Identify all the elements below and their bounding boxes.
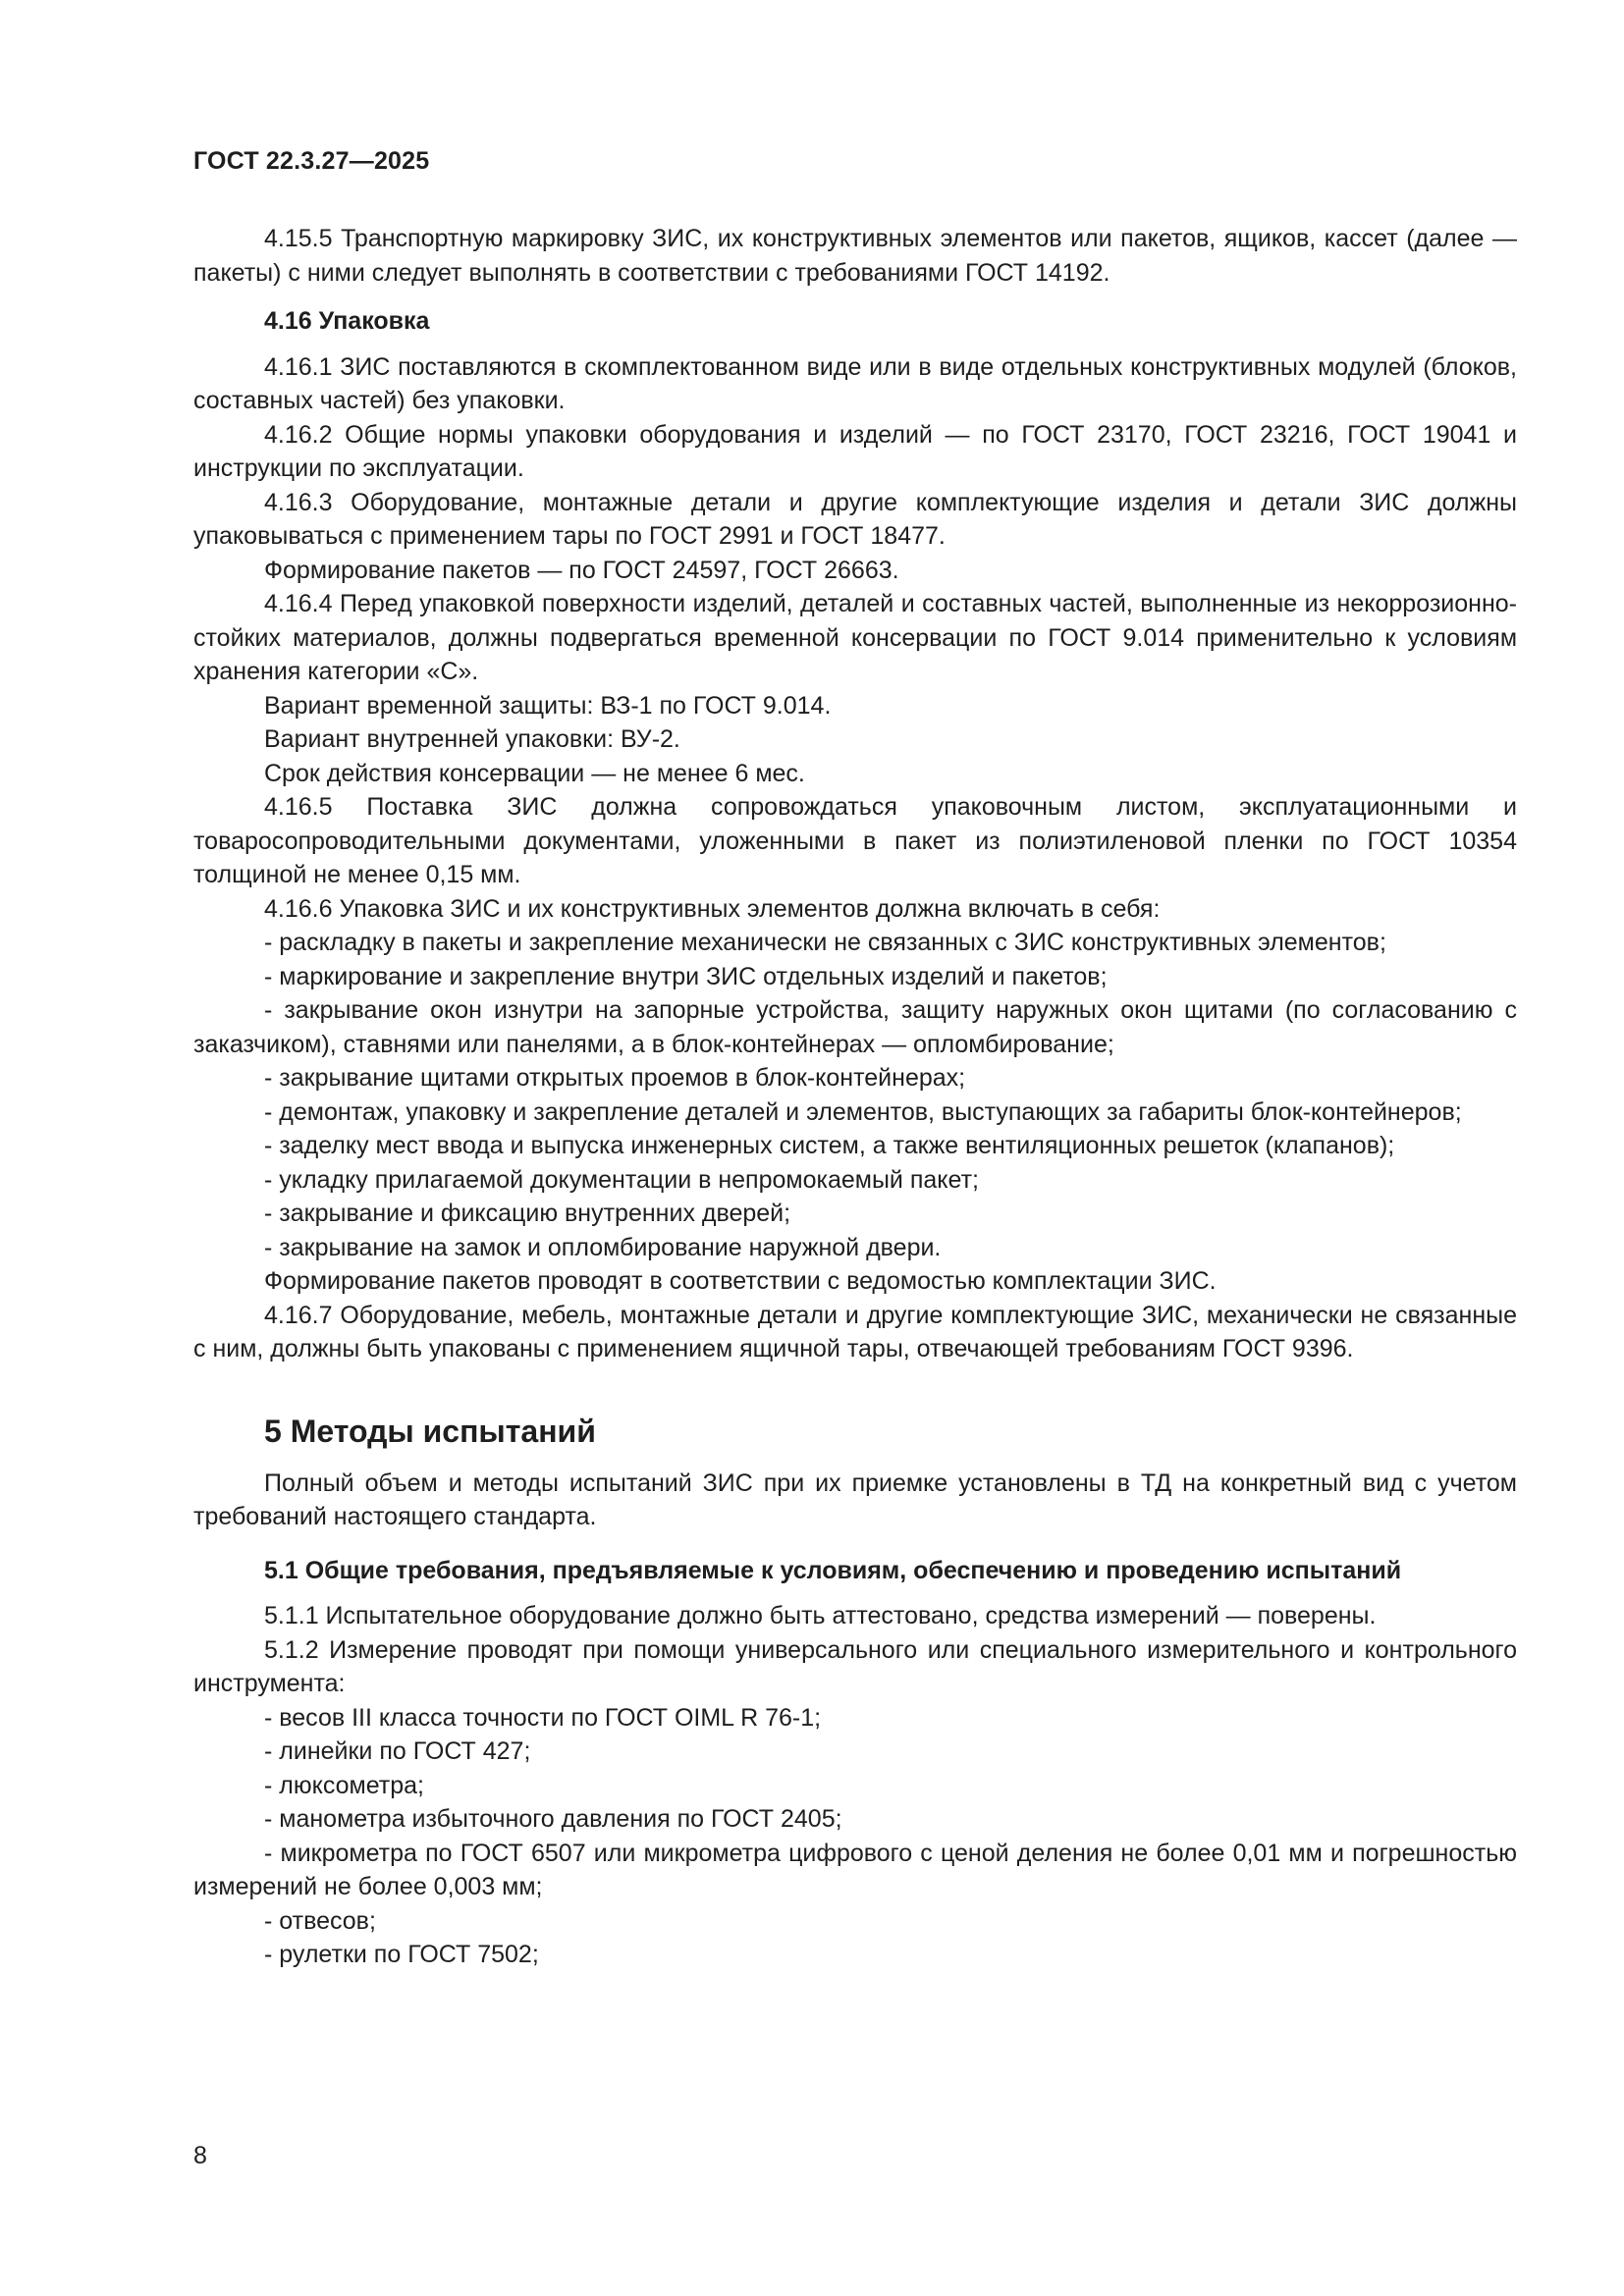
heading-5-1: 5.1 Общие требования, предъявляемые к условиям, обеспечению и проведению испытаний [264, 1556, 1402, 1584]
paragraph-4-16-6: 4.16.6 Упаковка ЗИС и их конструктивных элементов должна включать в себя: [264, 894, 1161, 923]
list-item: - маркирование и закрепление внутри ЗИС отдельных изделий и пакетов; [264, 962, 1108, 990]
paragraph: Вариант временной защиты: ВЗ-1 по ГОСТ 9.014. [264, 691, 832, 720]
paragraph-5-1-1: 5.1.1 Испытательное оборудование должно быть аттестовано, средства измерений — поверены. [264, 1602, 1377, 1629]
list-item: - люксометра; [264, 1771, 424, 1799]
paragraph: Полный объем и методы испытаний ЗИС при их приемке установлены в ТД на конкретный вид с учетом требований настоящего стандарта. [193, 1468, 1517, 1530]
paragraph-4-16-3: 4.16.3 Оборудование, монтажные детали и другие комплектующие изделия и детали ЗИС должны упаковываться с применением тары по ГОСТ 2991 и ГОСТ 18477. [193, 488, 1517, 550]
paragraph: Срок действия консервации — не менее 6 мес. [264, 759, 805, 787]
list-item: - закрывание щитами открытых проемов в блок-контейнерах; [264, 1064, 966, 1092]
list-item: - микрометра по ГОСТ 6507 или микрометра цифрового с ценой деления не более 0,01 мм и погрешностью измерений не более 0,003 мм; [193, 1839, 1517, 1900]
list-item: - закрывание и фиксацию внутренних дверей; [264, 1200, 791, 1227]
list-item: - укладку прилагаемой документации в непромокаемый пакет; [264, 1165, 979, 1194]
list-item: - линейки по ГОСТ 427; [264, 1737, 531, 1765]
paragraph: Вариант внутренней упаковки: ВУ-2. [264, 725, 680, 753]
paragraph-4-16-2: 4.16.2 Общие нормы упаковки оборудования и изделий — по ГОСТ 23170, ГОСТ 23216, ГОСТ 19041 и инструкции по эксплуатации. [193, 420, 1517, 482]
paragraph-4-16-5: 4.16.5 Поставка ЗИС должна сопровождаться упаковочным листом, эксплуатационными и товаросопроводительными документами, уложенными в пакет из полиэтиленовой пленки по ГОСТ 10354 толщиной не менее 0,15 мм. [193, 793, 1517, 888]
heading-4-16: 4.16 Упаковка [264, 307, 430, 335]
document-header: ГОСТ 22.3.27—2025 [193, 147, 430, 175]
list-item: - закрывание на замок и опломбирование наружной двери. [264, 1233, 942, 1261]
page-number: 8 [193, 2142, 207, 2169]
paragraph: Формирование пакетов проводят в соответствии с ведомостью комплектации ЗИС. [264, 1267, 1217, 1295]
paragraph-4-16-4: 4.16.4 Перед упаковкой поверхности изделий, деталей и составных частей, выполненные из некоррозионно-стойких материалов, должны подвергаться временной консервации по ГОСТ 9.014 применительно к условиям хранения категории «С». [193, 590, 1517, 685]
list-item: - весов III класса точности по ГОСТ OIML R 76-1; [264, 1703, 822, 1732]
list-item: - заделку мест ввода и выпуска инженерных систем, а также вентиляционных решеток (клапанов); [264, 1132, 1395, 1159]
list-item: - отвесов; [264, 1906, 376, 1935]
page-content [193, 222, 1517, 1972]
paragraph: Формирование пакетов — по ГОСТ 24597, ГОСТ 26663. [264, 556, 899, 584]
paragraph-4-16-1: 4.16.1 ЗИС поставляются в скомплектованном виде или в виде отдельных конструктивных модулей (блоков, составных частей) без упаковки. [193, 352, 1517, 414]
list-item: - раскладку в пакеты и закрепление механически не связанных с ЗИС конструктивных элементов; [264, 929, 1386, 956]
paragraph-4-16-7: 4.16.7 Оборудование, мебель, монтажные детали и другие комплектующие ЗИС, механически не связанные с ним, должны быть упакованы с применением ящичной тары, отвечающей требованиям ГОСТ 9396. [193, 1301, 1517, 1362]
list-item: - демонтаж, упаковку и закрепление деталей и элементов, выступающих за габариты блок-контейнеров; [264, 1097, 1462, 1126]
heading-section-5: 5 Методы испытаний [264, 1413, 596, 1449]
list-item: - манометра избыточного давления по ГОСТ 2405; [264, 1805, 842, 1833]
paragraph-4-15-5: 4.15.5 Транспортную маркировку ЗИС, их конструктивных элементов или пакетов, ящиков, кассет (далее — пакеты) с ними следует выполнять в соответствии с требованиями ГОСТ 14192. [193, 225, 1517, 287]
paragraph-5-1-2: 5.1.2 Измерение проводят при помощи универсального или специального измерительного и контрольного инструмента: [193, 1635, 1517, 1697]
list-item: - рулетки по ГОСТ 7502; [264, 1941, 539, 1968]
list-item: - закрывание окон изнутри на запорные устройства, защиту наружных окон щитами (по согласованию с заказчиком), ставнями или панелями, а в блок-контейнерах — опломбирование; [193, 996, 1517, 1058]
